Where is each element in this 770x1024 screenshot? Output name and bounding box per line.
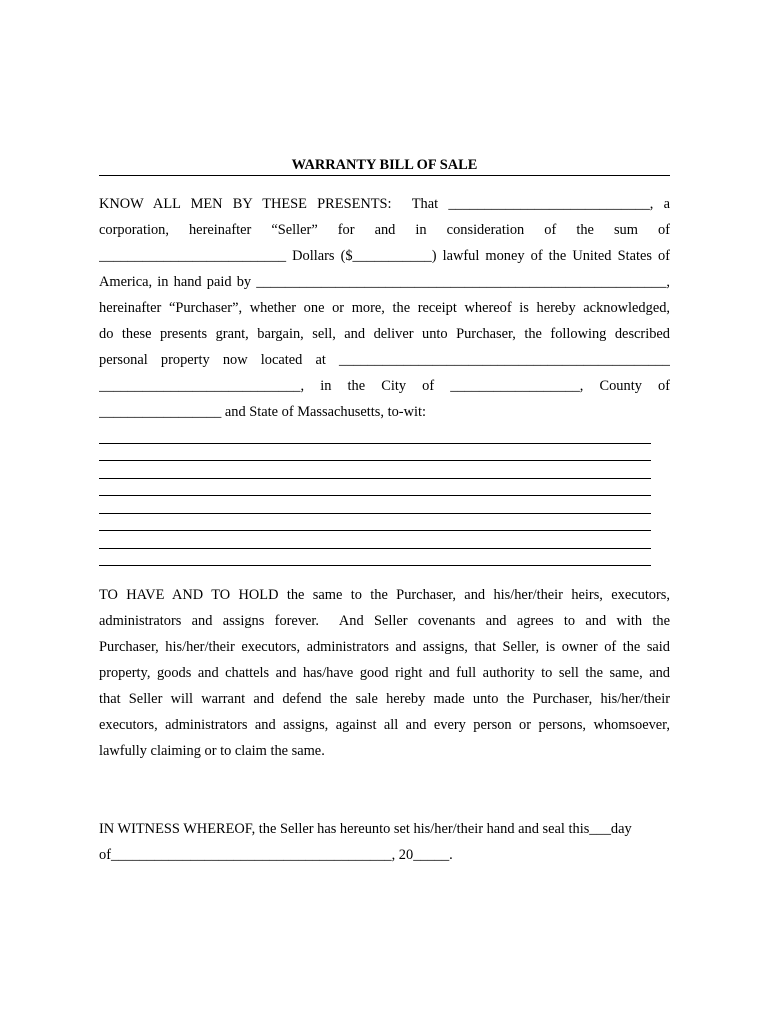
para2-line-6: executors, administrators and assigns, against all and every person or persons, whomsoever, [99,717,670,733]
description-blank-line-7 [99,548,651,549]
para2-line-4: property, goods and chattels and has/have good right and full authority to sell the same, and [99,665,670,681]
para1-line-2: corporation, hereinafter “Seller” for and in consideration of the sum of [99,222,670,238]
description-blank-line-2 [99,460,651,461]
para1-line-4: America, in hand paid by _________________________________________________________, [99,274,670,290]
para2-line-1: TO HAVE AND TO HOLD the same to the Purchaser, and his/her/their heirs, executors, [99,587,670,603]
para1-line-5: hereinafter “Purchaser”, whether one or more, the receipt whereof is hereby acknowledged, [99,300,670,316]
description-blank-line-3 [99,478,651,479]
para3-line-1: IN WITNESS WHEREOF, the Seller has hereunto set his/her/their hand and seal this___day [99,821,632,837]
para1-line-1: KNOW ALL MEN BY THESE PRESENTS: That ____________________________, a [99,196,670,212]
para1-line-7: personal property now located at ______________________________________________ [99,352,670,368]
description-blank-line-1 [99,443,651,444]
document-title: WARRANTY BILL OF SALE [291,157,478,173]
description-blank-line-5 [99,513,651,514]
para2-line-5: that Seller will warrant and defend the sale hereby made unto the Purchaser, his/her/their [99,691,670,707]
para1-line-6: do these presents grant, bargain, sell, and deliver unto Purchaser, the following described [99,326,670,342]
description-blank-line-8 [99,565,651,566]
para2-line-2: administrators and assigns forever. And Seller covenants and agrees to and with the [99,613,670,629]
para1-line-9: _________________ and State of Massachusetts, to-wit: [99,404,426,420]
description-blank-line-4 [99,495,651,496]
description-blank-line-6 [99,530,651,531]
para1-line-8: ____________________________, in the City of __________________, County of [99,378,670,394]
para1-line-3: __________________________ Dollars ($___________) lawful money of the United States of [99,248,670,264]
title-rule [99,175,670,176]
para2-line-3: Purchaser, his/her/their executors, administrators and assigns, that Seller, is owner of the said [99,639,670,655]
para2-line-7: lawfully claiming or to claim the same. [99,743,325,759]
para3-line-2: of_______________________________________, 20_____. [99,847,453,863]
